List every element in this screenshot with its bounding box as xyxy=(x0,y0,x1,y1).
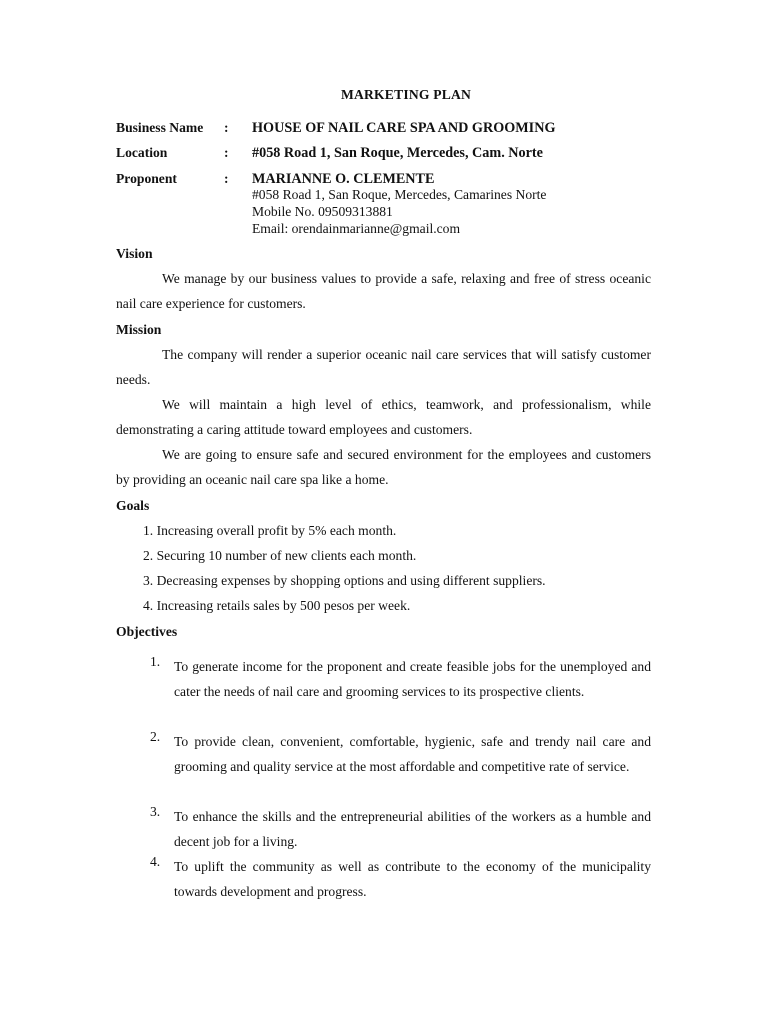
goal-item: 3. Decreasing expenses by shopping options and using different suppliers. xyxy=(143,573,546,588)
proponent-colon: : xyxy=(224,171,229,186)
objective-number: 3. xyxy=(150,804,161,819)
proponent-address: #058 Road 1, San Roque, Mercedes, Camarines Norte xyxy=(252,187,547,202)
mission-paragraph: We are going to ensure safe and secured environment for the employees and customers by providing an oceanic nail care spa like a home. xyxy=(116,447,651,487)
business-name-value: HOUSE OF NAIL CARE SPA AND GROOMING xyxy=(252,120,556,136)
proponent-email: Email: orendainmarianne@gmail.com xyxy=(252,221,461,236)
location-value: #058 Road 1, San Roque, Mercedes, Cam. Norte xyxy=(252,145,543,161)
goals-heading: Goals xyxy=(116,498,150,513)
proponent-name: MARIANNE O. CLEMENTE xyxy=(252,171,435,187)
location-label: Location xyxy=(116,145,168,160)
objective-text: To generate income for the proponent and create feasible jobs for the unemployed and cater the needs of nail care and grooming services to its prospective clients. xyxy=(174,659,651,699)
business-name-label: Business Name xyxy=(116,120,204,135)
objective-text: To enhance the skills and the entrepreneurial abilities of the workers as a humble and decent job for a living. xyxy=(174,809,651,849)
document-title: MARKETING PLAN xyxy=(340,87,472,102)
vision-heading: Vision xyxy=(116,246,153,261)
business-name-colon: : xyxy=(224,120,229,135)
mission-heading: Mission xyxy=(116,322,162,337)
objective-number: 1. xyxy=(150,654,161,669)
goal-item: 2. Securing 10 number of new clients each month. xyxy=(143,548,417,563)
objective-number: 4. xyxy=(150,854,161,869)
vision-text: We manage by our business values to provide a safe, relaxing and free of stress oceanic nail care experience for customers. xyxy=(116,271,651,311)
location-colon: : xyxy=(224,145,229,160)
objective-text: To provide clean, convenient, comfortable, hygienic, safe and trendy nail care and grooming and quality service at the most affordable and competitive rate of service. xyxy=(174,734,651,774)
mission-paragraph: The company will render a superior oceanic nail care services that will satisfy customer needs. xyxy=(116,347,651,387)
objective-number: 2. xyxy=(150,729,161,744)
proponent-mobile: Mobile No. 09509313881 xyxy=(252,204,393,219)
objective-text: To uplift the community as well as contribute to the economy of the municipality towards development and progress. xyxy=(174,859,651,899)
proponent-label: Proponent xyxy=(116,171,177,186)
goal-item: 4. Increasing retails sales by 500 pesos per week. xyxy=(143,598,411,613)
objectives-heading: Objectives xyxy=(116,624,178,639)
goal-item: 1. Increasing overall profit by 5% each month. xyxy=(143,523,397,538)
mission-paragraph: We will maintain a high level of ethics, teamwork, and professionalism, while demonstrating a caring attitude toward employees and customers. xyxy=(116,397,651,437)
